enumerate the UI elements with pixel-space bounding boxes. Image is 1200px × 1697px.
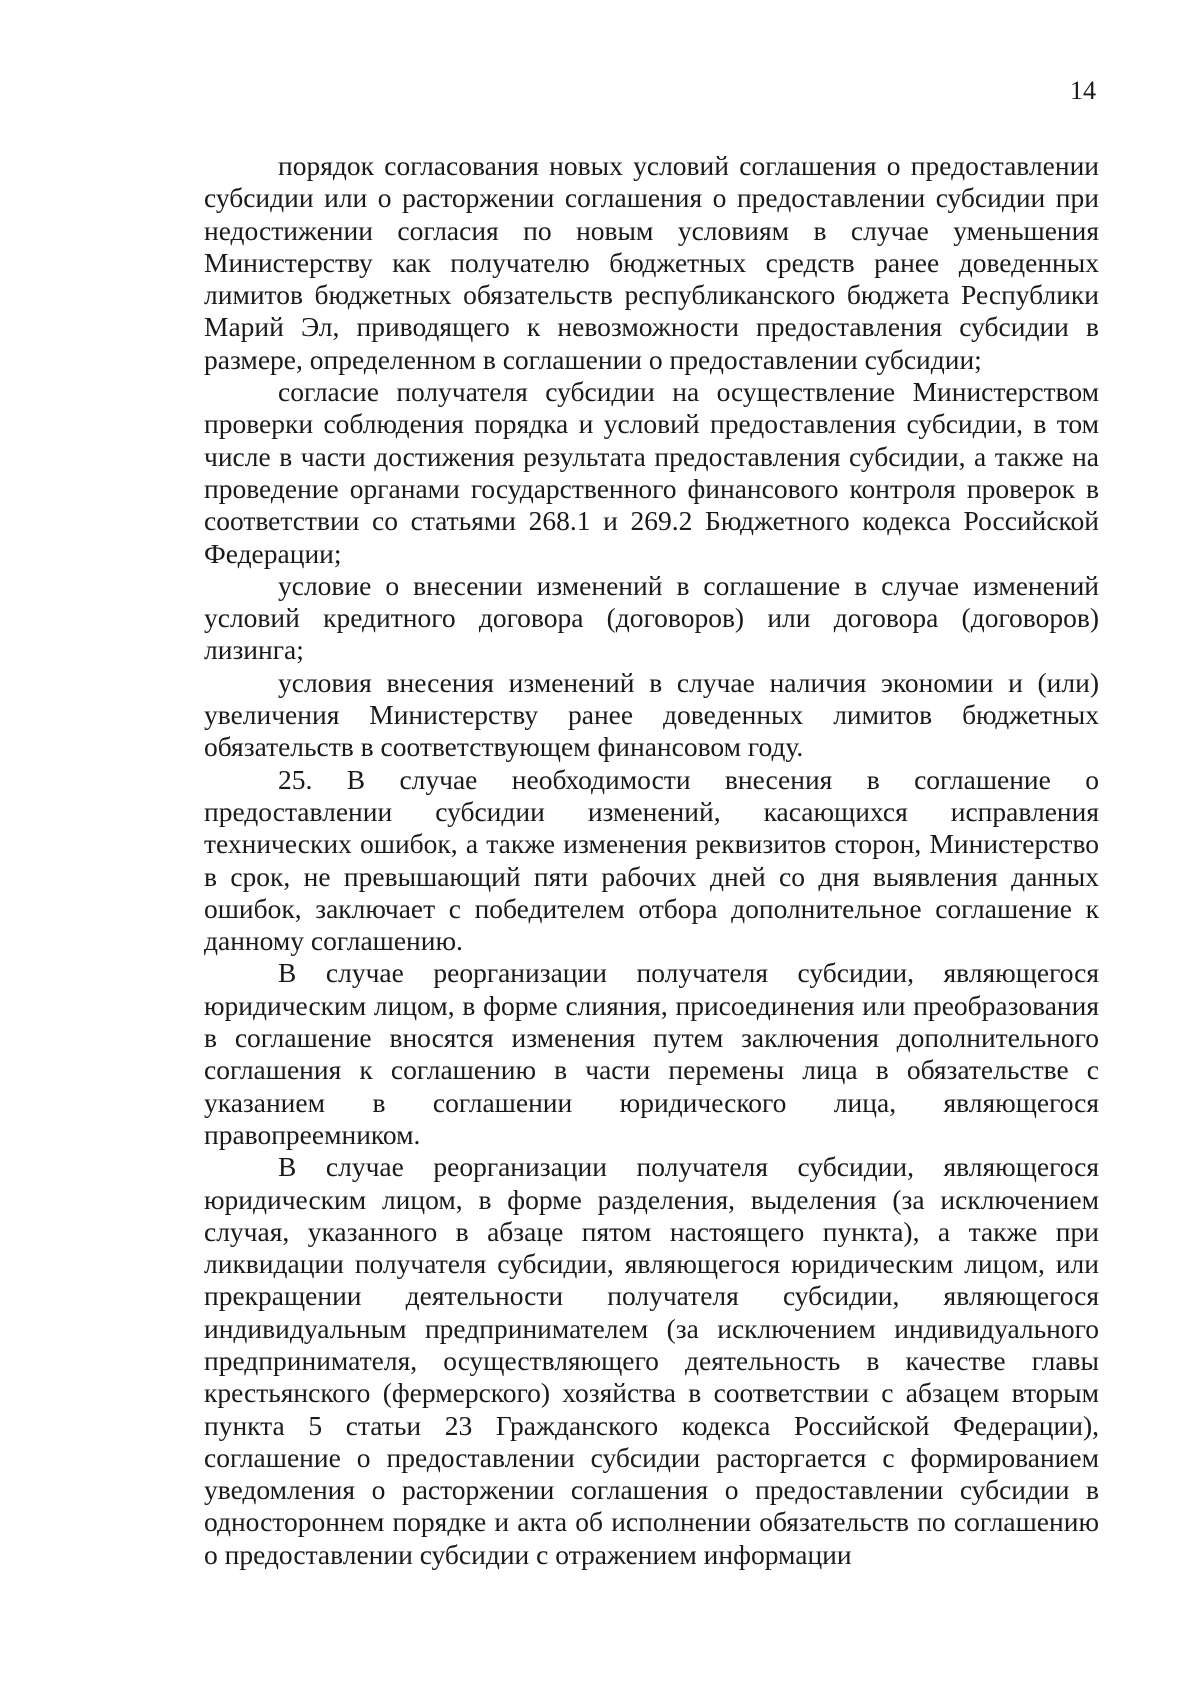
paragraph-reorganization-merger: В случае реорганизации получателя субсидии, являющегося юридическим лицом, в форме слияния, присоединения или преобразования в соглашение вносятся изменения путем заключения дополнительного соглашения к соглашению в части перемены лица в обязательстве с указанием в соглашении юридического лица, являющегося правопреемником.	[204, 957, 1099, 1150]
paragraph-recipient-consent: согласие получателя субсидии на осуществление Министерством проверки соблюдения порядка и условий предоставления субсидии, в том числе в части достижения результата предоставления субсидии, а также на проведение органами государственного финансового контроля проверок в соответствии со статьями 268.1 и 269.2 Бюджетного кодекса Российской Федерации;	[204, 376, 1099, 569]
page-number: 14	[1070, 76, 1096, 105]
paragraph-credit-changes: условие о внесении изменений в соглашение в случае изменений условий кредитного договора (договоров) или договора (договоров) лизинга;	[204, 569, 1099, 666]
document-body	[204, 150, 1099, 1571]
paragraph-agreement-procedure: порядок согласования новых условий соглашения о предоставлении субсидии или о расторжении соглашения о предоставлении субсидии при недостижении согласия по новым условиям в случае уменьшения Министерству как получателю бюджетных средств ранее доведенных лимитов бюджетных обязательств республиканского бюджета Республики Марий Эл, приводящего к невозможности предоставления субсидии в размере, определенном в соглашении о предоставлении субсидии;	[204, 150, 1099, 375]
paragraph-item-25: 25. В случае необходимости внесения в соглашение о предоставлении субсидии изменений, касающихся исправления технических ошибок, а также изменения реквизитов сторон, Министерство в срок, не превышающий пяти рабочих дней со дня выявления данных ошибок, заключает с победителем отбора дополнительное соглашение к данному соглашению.	[204, 763, 1099, 957]
paragraph-savings-conditions: условия внесения изменений в случае наличия экономии и (или) увеличения Министерству ранее доведенных лимитов бюджетных обязательств в соответствующем финансовом году.	[204, 666, 1099, 763]
paragraph-reorganization-division: В случае реорганизации получателя субсидии, являющегося юридическим лицом, в форме разделения, выделения (за исключением случая, указанного в абзаце пятом настоящего пункта), а также при ликвидации получателя субсидии, являющегося юридическим лицом, или прекращении деятельности получателя субсидии, являющегося индивидуальным предпринимателем (за исключением индивидуального предпринимателя, осуществляющего деятельность в качестве главы крестьянского (фермерского) хозяйства в соответствии с абзацем вторым пункта 5 статьи 23 Гражданского кодекса Российской Федерации), соглашение о предоставлении субсидии расторгается с формированием уведомления о расторжении соглашения о предоставлении субсидии в одностороннем порядке и акта об исполнении обязательств по соглашению о предоставлении субсидии с отражением информации	[204, 1151, 1099, 1570]
